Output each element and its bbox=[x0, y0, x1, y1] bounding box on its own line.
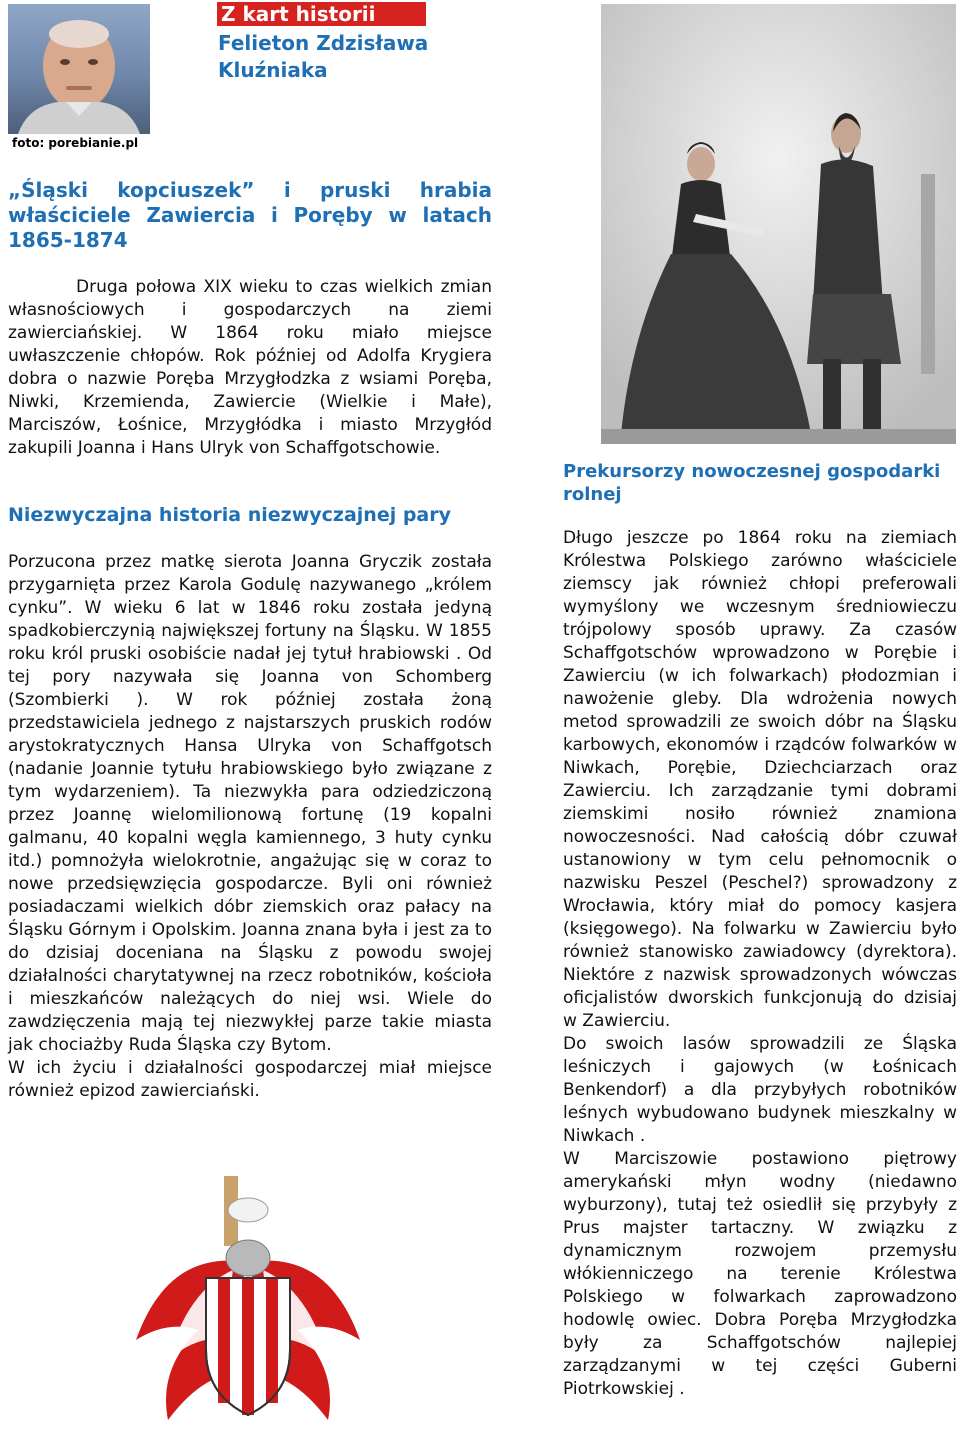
section-subheading: Niezwyczajna historia niezwyczajnej pary bbox=[8, 504, 452, 526]
feuilleton-byline bbox=[218, 30, 458, 84]
byline-line-2: Kluźniaka bbox=[218, 58, 328, 82]
photo-credit: foto: porebianie.pl bbox=[12, 136, 139, 150]
sidebar-body bbox=[563, 527, 957, 1401]
author-portrait bbox=[8, 4, 150, 134]
sidebar-paragraph-2: Do swoich lasów sprowadzili ze Śląska leśniczych i gajowych (w Łośnicach Benkendorf) a dla przybyłych robotników leśnych wybudowano budynek mieszkalny w Niwkach . bbox=[563, 1034, 957, 1146]
sidebar-paragraph-3: W Marciszowie postawiono piętrowy amerykański młyn wodny (niedawno wyburzony), tutaj też osiedlił się przybyły z Prus majster tartaczny. W związku z dynamicznym rozwojem przemysłu włókienniczego na terenie Królestwa Polskiego w folwarkach zaprowadzono hodowlę owiec. Dobra Poręba Mrzygłodzka były za Schaffgotschów najlepiej zarządzanymi w tej części Guberni Piotrkowskiej . bbox=[563, 1149, 957, 1399]
byline-line-1: Felieton Zdzisława bbox=[218, 31, 429, 55]
series-tag: Z kart historii bbox=[217, 2, 426, 26]
intro-paragraph bbox=[8, 276, 492, 460]
couple-photo bbox=[601, 4, 956, 444]
sidebar-heading: Prekursorzy nowoczesnej gospodarki rolnej bbox=[563, 461, 941, 505]
story-body bbox=[8, 551, 492, 1103]
story-paragraph-1: Porzucona przez matkę sierota Joanna Gryczik została przygarnięta przez Karola Godulę nazywanego „królem cynku”. W wieku 6 lat w 1846 roku została jedyną spadkobierczynią największej fortuny na Śląsku. W 1855 roku król pruski osobiście nadał jej tytuł hrabiowski . Od tej pory nazywała się Joanna von Schomberg (Szombierki ). W rok później została żoną przedstawiciela jednego z najstarszych pruskich rodów arystokratycznych Hansa Ulryka von Schaffgotsch (nadanie Joannie tytułu hrabiowskiego było związane z tym wydarzeniem). Ta niezwykła para odziedziczoną przez Joannę wielomilionową fortunę (19 kopalni galmanu, 40 kopalni węgla kamiennego, 3 huty cynku itd.) pomnożyła wielokrotnie, angażując się w coraz to nowe przedsięwzięcia gospodarcze. Byli oni również posiadaczami wielkich dóbr ziemskich oraz pałacy na Śląsku Górnym i Opolskim. Joanna znana była i jest za to do dzisiaj doceniana na Śląsku z powodu swojej działalności charytatywnej na rzecz robotników, kościoła i mieszkańców należących do niej wsi. Wiele do zawdzięczenia mają tej niezwykłej parze takie miasta jak chociażby Ruda Śląska czy Bytom. bbox=[8, 552, 492, 1055]
intro-text: Druga połowa XIX wieku to czas wielkich zmian własnościowych i gospodarczych na ziemi zawierciańskiej. W 1864 roku miało miejsce uwłaszczenie chłopów. Rok później od Adolfa Krygiera dobra o nazwie Poręba Mrzygłodzka z wsiami Poręba, Niwki, Krzemienda, Zawiercie (Wielkie i Małe), Marciszów, Łośnice, Mrzygłódka i miasto Mrzygłód zakupili Joanna i Hans Ulryk von Schaffgotschowie. bbox=[8, 277, 492, 458]
sidebar-paragraph-1: Długo jeszcze po 1864 roku na ziemiach Królestwa Polskiego zarówno właściciele ziemscy jak również chłopi preferowali wymyślony we wczesnym średniowieczu trójpolowy sposób uprawy. Za czasów Schaffgotschów wprowadzono w Porębie i Zawierciu (w ich folwarkach) płodozmian i nawożenie gleby. Dla wdrożenia nowych metod sprowadzili ze swoich dóbr na Śląsku karbowych, ekonomów i rządców folwarków w Niwkach, Porębie, Dziechciarzach oraz Zawierciu. Ich zarządzanie tymi dobrami ziemskimi nosiło również znamiona nowoczesności. Nad całością dóbr czuwał ustanowiony w tym celu pełnomocnik o nazwisku Peszel (Peschel?) sprowadzony z Wrocławia, który miał do pomocy kasjera (księgowego). Na folwarku w Zawierciu było również stanowisko zawiadowcy (dyrektora). Niektóre z nazwisk sprowadzonych wówczas oficjalistów dworskich funkcjonują do dzisiaj w Zawierciu. bbox=[563, 528, 957, 1031]
coat-of-arms bbox=[128, 1170, 368, 1435]
article-title: „Śląski kopciuszek” i pruski hrabia właściciele Zawiercia i Poręby w latach 1865-1874 bbox=[8, 178, 492, 252]
story-paragraph-2: W ich życiu i działalności gospodarczej miał miejsce również epizod zawierciański. bbox=[8, 1058, 492, 1101]
